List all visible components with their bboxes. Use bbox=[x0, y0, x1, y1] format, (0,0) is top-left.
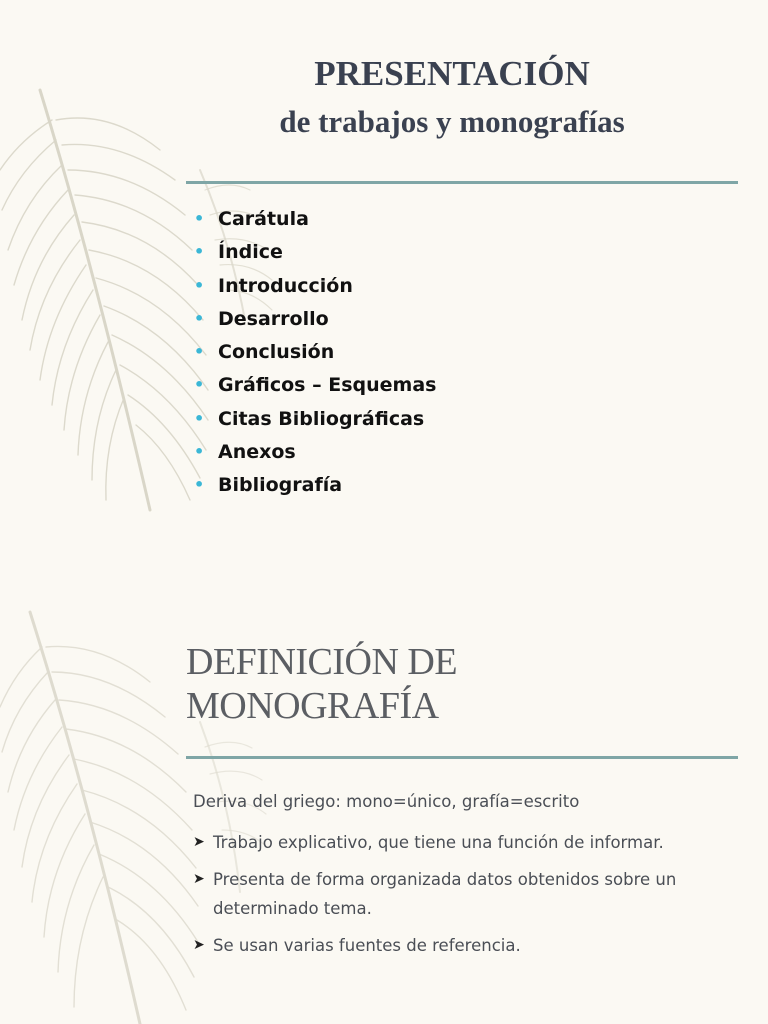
bullet-icon: • bbox=[194, 308, 205, 328]
definition-list bbox=[193, 828, 733, 968]
bullet-icon: • bbox=[194, 275, 205, 295]
list-item: • Conclusión bbox=[194, 337, 436, 370]
divider-line bbox=[186, 756, 738, 759]
bullet-icon: • bbox=[194, 209, 205, 228]
list-item: • Anexos bbox=[194, 437, 436, 470]
list-item: • Gráficos – Esquemas bbox=[194, 370, 436, 403]
definition-intro: Deriva del griego: mono=único, grafía=escrito bbox=[193, 792, 580, 811]
arrowhead-icon: ➤ bbox=[193, 834, 205, 850]
list-item: • Índice bbox=[194, 237, 436, 270]
slide-subtitle: de trabajos y monografías bbox=[279, 104, 625, 139]
bullet-icon: • bbox=[194, 442, 205, 462]
list-item: • Bibliografía bbox=[194, 470, 436, 503]
bullet-icon: • bbox=[194, 242, 205, 262]
list-item: ➤ Presenta de forma organizada datos obtenidos sobre un determinado tema. bbox=[193, 865, 733, 923]
bullet-icon: • bbox=[194, 375, 205, 395]
bullet-icon: • bbox=[194, 408, 205, 428]
list-item: • Desarrollo bbox=[194, 304, 436, 337]
slide-title: DEFINICIÓN DE MONOGRAFÍA bbox=[186, 641, 458, 727]
list-item: • Citas Bibliográficas bbox=[194, 404, 436, 437]
list-item: ➤ Se usan varias fuentes de referencia. bbox=[193, 931, 733, 960]
arrowhead-icon: ➤ bbox=[193, 937, 205, 953]
section-list bbox=[194, 204, 436, 504]
slide-title: PRESENTACIÓN bbox=[314, 54, 590, 93]
arrowhead-icon: ➤ bbox=[193, 871, 205, 887]
bullet-icon: • bbox=[194, 475, 205, 495]
bullet-icon: • bbox=[194, 342, 205, 362]
list-item: • Carátula bbox=[194, 204, 436, 237]
divider-line bbox=[186, 181, 738, 184]
list-item: • Introducción bbox=[194, 271, 436, 304]
slide-definicion bbox=[0, 512, 768, 1024]
list-item: ➤ Trabajo explicativo, que tiene una función de informar. bbox=[193, 828, 733, 857]
